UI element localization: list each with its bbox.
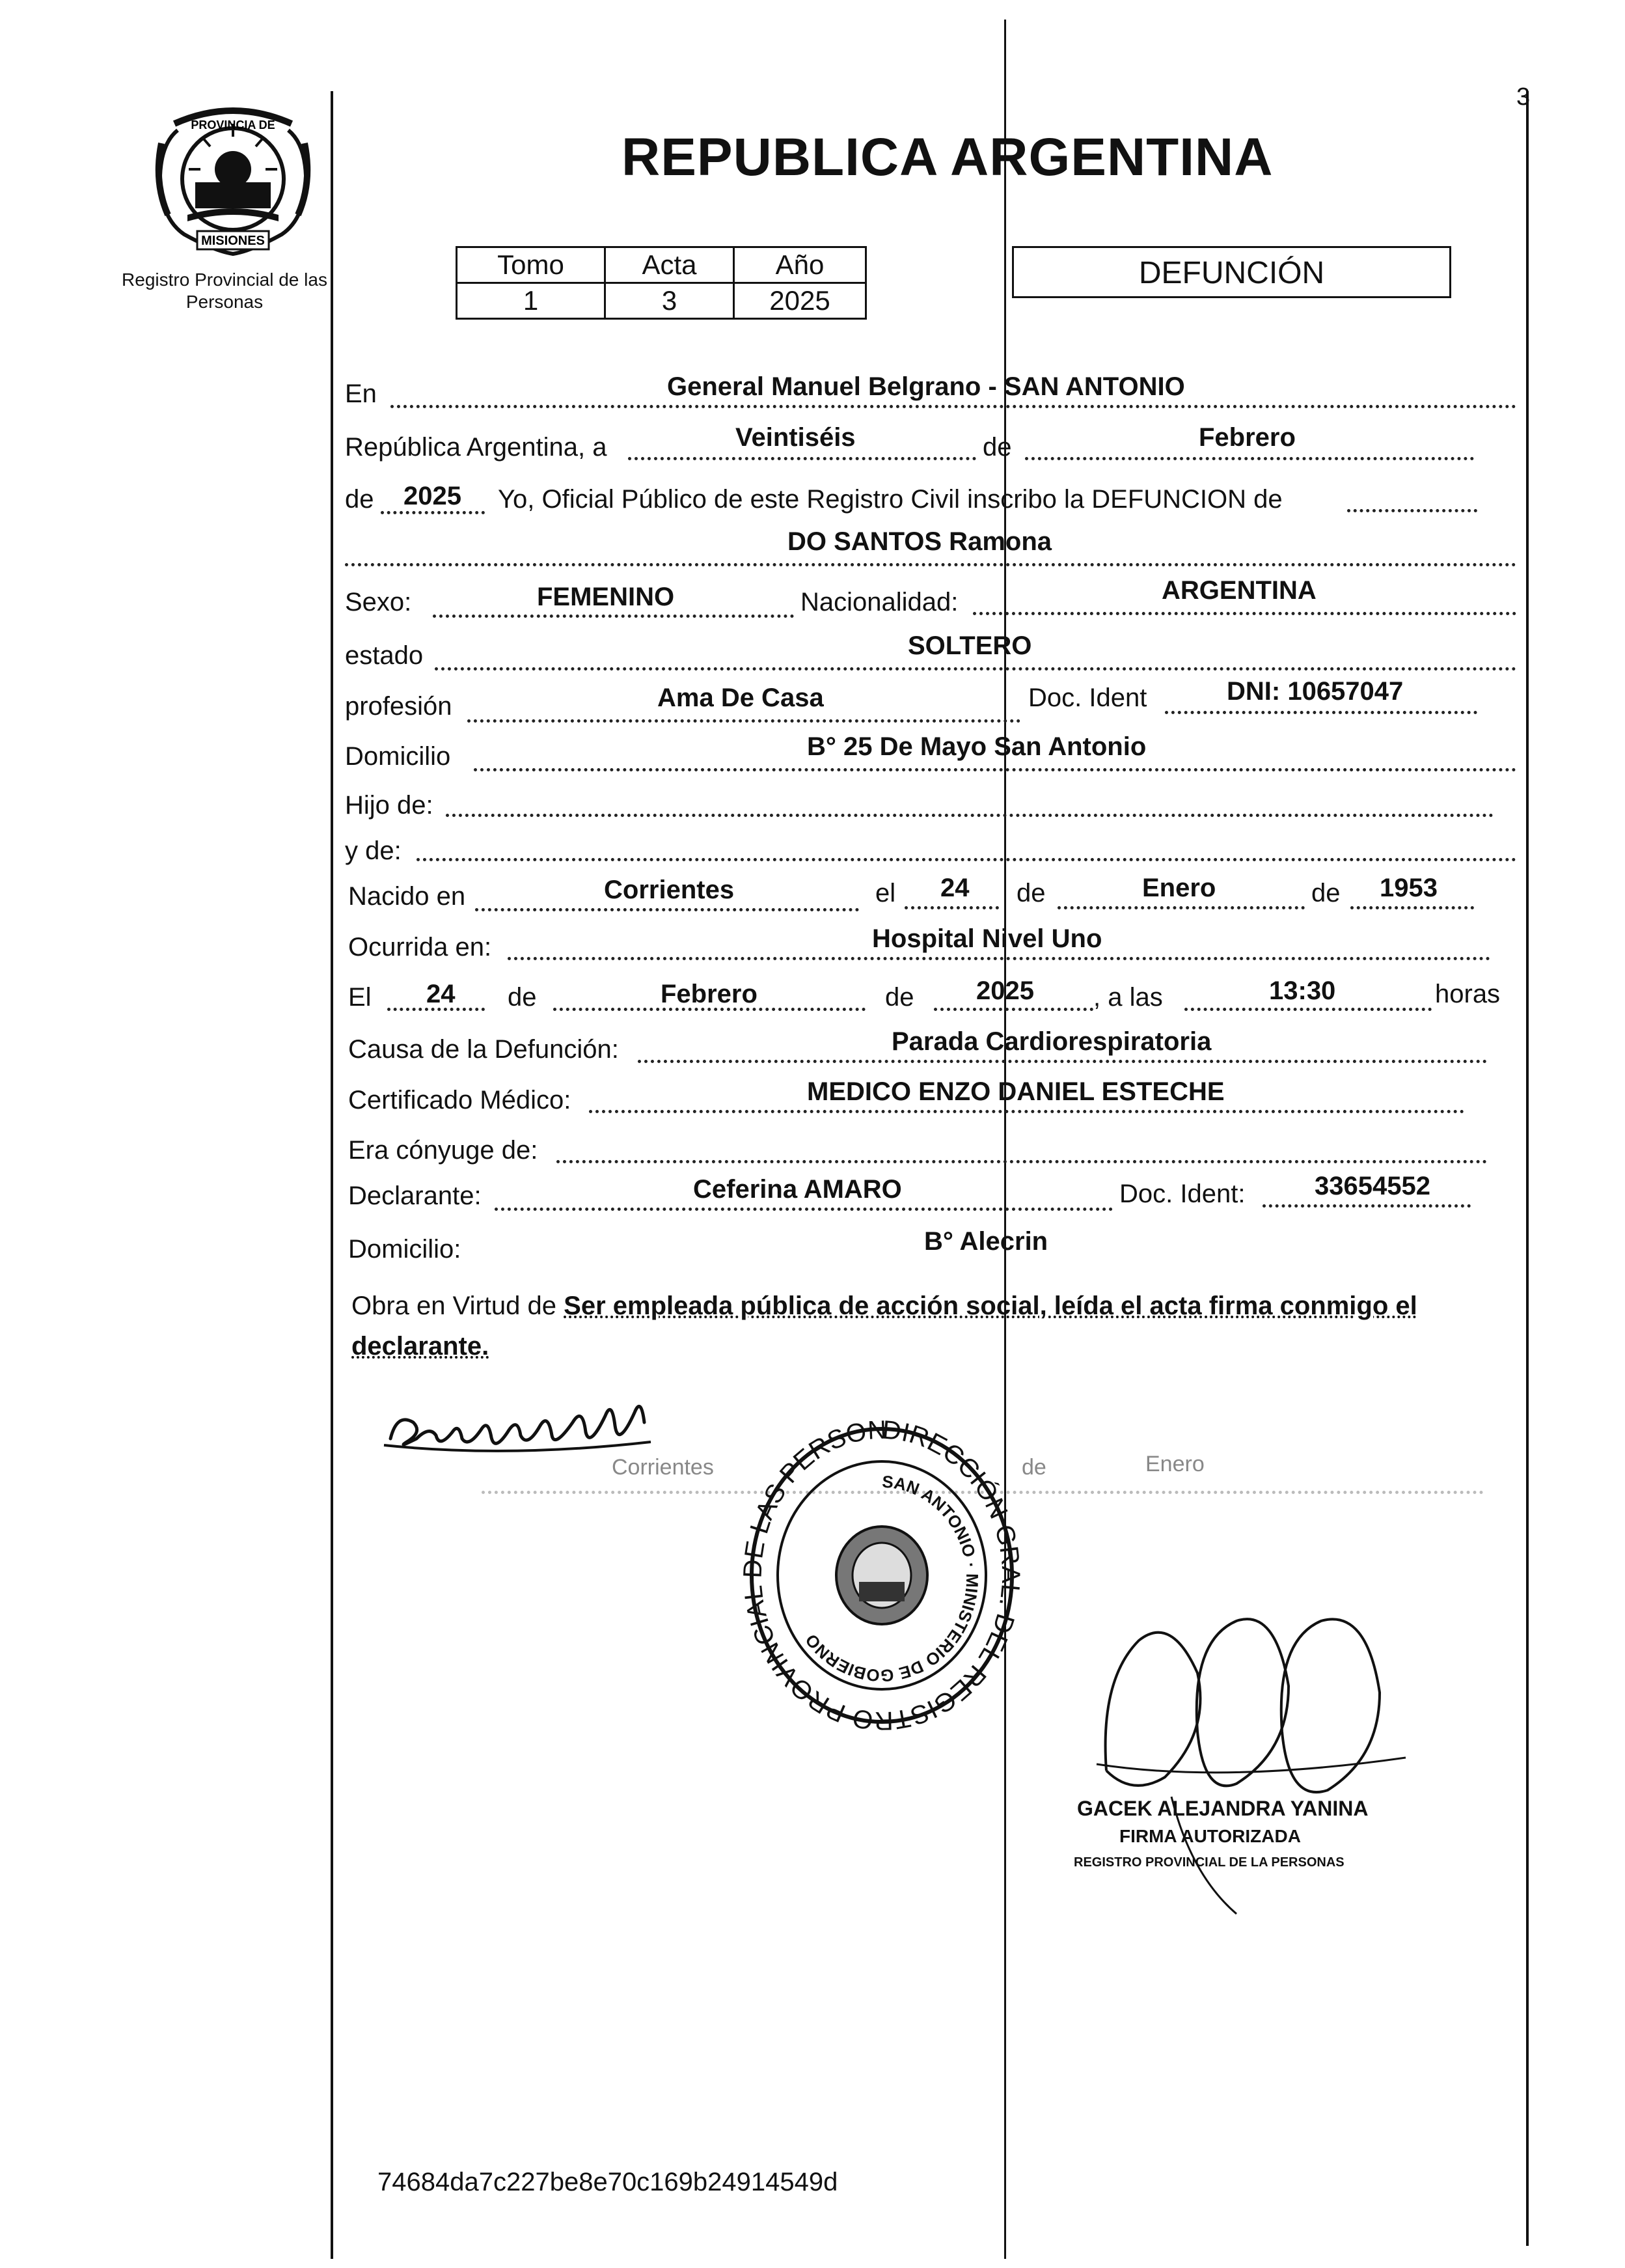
nac-anio-dots <box>1350 906 1474 909</box>
registry-name: Registro Provincial de las Personas <box>122 270 327 312</box>
el2-label: El <box>348 983 372 1012</box>
document-hash: 74684da7c227be8e70c169b24914549d <box>377 2168 838 2196</box>
def-dia: 24 <box>426 980 456 1008</box>
causa-dots <box>638 1060 1487 1063</box>
tomo-label: Tomo <box>457 247 605 283</box>
horas-label: horas <box>1435 980 1501 1008</box>
causa-value: Parada Cardiorespiratoria <box>892 1027 1212 1056</box>
certificado-value: MEDICO ENZO DANIEL ESTECHE <box>807 1077 1225 1106</box>
en-dots <box>390 405 1516 408</box>
def-anio: 2025 <box>976 976 1034 1005</box>
def-mes: Febrero <box>661 980 758 1008</box>
el-label: el <box>875 879 896 907</box>
ghost-text-c: Enero <box>1145 1452 1205 1476</box>
yde-label: y de: <box>345 837 402 865</box>
nacionalidad-dots <box>973 612 1516 615</box>
domicilio-value: B° 25 De Mayo San Antonio <box>807 732 1147 761</box>
certificado-dots <box>589 1110 1464 1113</box>
doc2-value: 33654552 <box>1315 1172 1430 1200</box>
sexo-dots <box>433 615 794 618</box>
profesion-value: Ama De Casa <box>657 684 824 712</box>
oficial-text: Yo, Oficial Público de este Registro Civil inscribo la DEFUNCION de <box>498 485 1283 514</box>
def-anio-dots <box>934 1008 1093 1011</box>
de-label: de <box>983 433 1012 462</box>
estado-label: estado <box>345 641 424 670</box>
doc-dots <box>1165 711 1477 714</box>
anio-value: 2025 <box>734 283 866 319</box>
ocurrida-dots <box>508 957 1490 960</box>
domicilio2-label: Domicilio: <box>348 1235 461 1264</box>
doc-label: Doc. Ident <box>1028 684 1147 712</box>
nombre-value: DO SANTOS Ramona <box>787 527 1052 556</box>
anio-label: Año <box>734 247 866 283</box>
profesion-label: profesión <box>345 692 452 721</box>
dia-dots <box>628 457 976 460</box>
en-value: General Manuel Belgrano - SAN ANTONIO <box>667 372 1185 401</box>
tomo-acta-anio-table <box>456 246 867 320</box>
domicilio2-value: B° Alecrin <box>924 1227 1048 1256</box>
acta-value: 3 <box>605 283 734 319</box>
oficial-dots <box>1347 509 1477 512</box>
certificado-label: Certificado Médico: <box>348 1086 571 1114</box>
domicilio-dots <box>474 768 1516 771</box>
ghost-text-a: Corrientes <box>612 1455 714 1480</box>
doc-value: DNI: 10657047 <box>1227 677 1404 706</box>
def-hora-dots <box>1184 1008 1432 1011</box>
acta-label: Acta <box>605 247 734 283</box>
right-margin-line <box>1526 91 1529 2246</box>
shield-bottom-text: MISIONES <box>201 234 265 248</box>
signer-name: GACEK ALEJANDRA YANINA <box>1077 1797 1369 1820</box>
nacido-label: Nacido en <box>348 882 466 911</box>
conyuge-label: Era cónyuge de: <box>348 1136 538 1165</box>
conyuge-dots <box>556 1160 1487 1163</box>
nac-dia-dots <box>905 906 999 909</box>
profesion-dots <box>467 719 1020 723</box>
nacido-dots <box>475 908 859 911</box>
tomo-value: 1 <box>457 283 605 319</box>
ocurrida-value: Hospital Nivel Uno <box>872 924 1102 953</box>
estado-value: SOLTERO <box>908 631 1032 660</box>
en-label: En <box>345 380 377 408</box>
fold-line <box>1004 20 1006 2259</box>
seal-inner-text: SAN ANTONIO · MINISTERIO DE GOBIERNO <box>801 1471 983 1686</box>
sexo-value: FEMENINO <box>537 583 675 611</box>
doc2-label: Doc. Ident: <box>1119 1180 1246 1208</box>
de5-label: de <box>508 983 537 1012</box>
declarante-value: Ceferina AMARO <box>693 1175 902 1204</box>
page-number: 3 <box>1516 83 1531 111</box>
obra-paragraph <box>351 1286 1516 1366</box>
obra-value: Ser empleada pública de acción social, leída el acta firma conmigo el declarante. <box>351 1292 1417 1361</box>
doc2-dots <box>1263 1204 1471 1208</box>
document-title: REPUBLICA ARGENTINA <box>621 128 1274 187</box>
anio-dots <box>381 511 485 514</box>
yde-dots <box>416 858 1516 861</box>
estado-dots <box>435 667 1516 671</box>
obra-label: Obra en Virtud de <box>351 1292 557 1320</box>
nac-anio: 1953 <box>1380 874 1438 902</box>
nac-mes-dots <box>1058 906 1305 909</box>
mes-value: Febrero <box>1199 423 1296 452</box>
alas-label: , a las <box>1093 983 1163 1012</box>
nacionalidad-value: ARGENTINA <box>1162 576 1317 605</box>
anio-value: 2025 <box>403 482 461 510</box>
dia-value: Veintiséis <box>735 423 856 452</box>
nombre-dots <box>345 563 1516 566</box>
authorized-signature-scribble <box>1093 1601 1432 1930</box>
republica-label: República Argentina, a <box>345 433 607 462</box>
record-type: DEFUNCIÓN <box>1012 246 1451 298</box>
signer-role: FIRMA AUTORIZADA <box>1119 1826 1301 1846</box>
domicilio-label: Domicilio <box>345 742 451 771</box>
shield-top-text: PROVINCIA DE <box>191 118 275 131</box>
de2-label: de <box>345 485 374 514</box>
de3-label: de <box>1017 879 1046 907</box>
nac-dia: 24 <box>940 874 970 902</box>
ocurrida-label: Ocurrida en: <box>348 933 492 961</box>
causa-label: Causa de la Defunción: <box>348 1035 619 1064</box>
hijo-dots <box>446 814 1494 817</box>
nac-mes: Enero <box>1142 874 1216 902</box>
signer-registry: REGISTRO PROVINCIAL DE LA PERSONAS <box>1074 1855 1345 1870</box>
mes-dots <box>1025 457 1474 460</box>
nacido-value: Corrientes <box>604 876 735 904</box>
left-margin-line <box>331 91 333 2259</box>
nacionalidad-label: Nacionalidad: <box>800 588 959 616</box>
declarante-label: Declarante: <box>348 1182 482 1210</box>
seal-outer-text: DIRECCIÓN GR . DEL REGISTRO PROVINCIAL E LAS PERSON <box>742 1419 1022 1732</box>
sexo-label: Sexo: <box>345 588 412 616</box>
declarante-dots <box>495 1208 1113 1211</box>
def-hora: 13:30 <box>1269 976 1336 1005</box>
province-shield-logo <box>148 104 318 264</box>
de4-label: de <box>1311 879 1341 907</box>
hijo-label: Hijo de: <box>345 791 433 820</box>
de6-label: de <box>885 983 914 1012</box>
official-seal <box>742 1419 1022 1735</box>
ghost-text-b: de <box>1022 1455 1046 1480</box>
